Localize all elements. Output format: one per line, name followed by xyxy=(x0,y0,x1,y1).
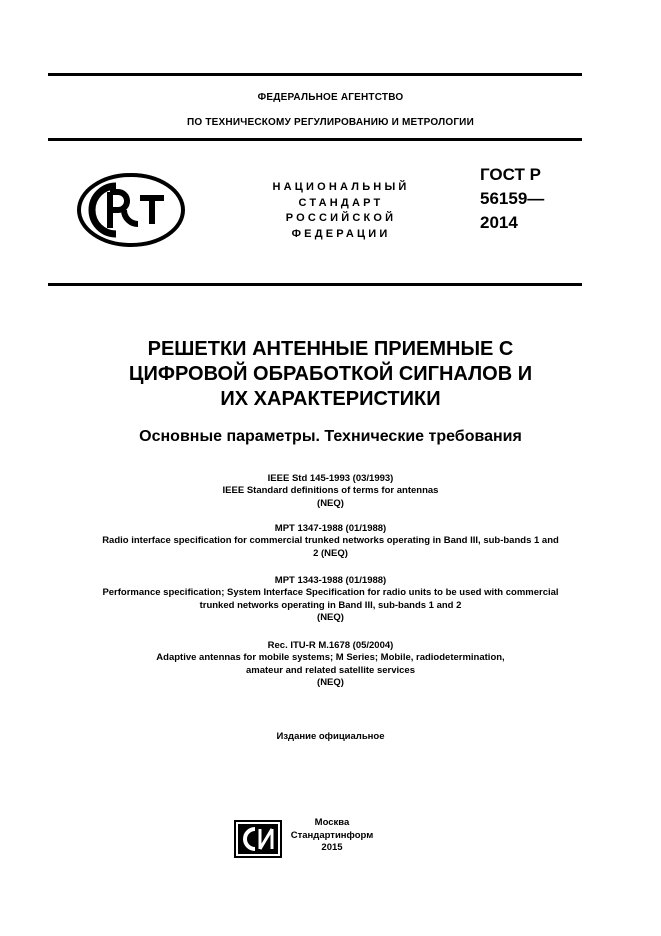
reference-block-4 xyxy=(20,640,641,689)
reference-block-2 xyxy=(20,523,641,560)
official-edition-label: Издание официальное xyxy=(276,731,385,742)
reference-block-3 xyxy=(20,575,641,624)
reference-2-line-1: MPT 1347-1988 (01/1988) xyxy=(274,523,387,534)
designation-line-2: 56159— xyxy=(480,189,545,208)
agency-line-2: ПО ТЕХНИЧЕСКОМУ РЕГУЛИРОВАНИЮ И МЕТРОЛОГИИ xyxy=(187,117,474,128)
designation-line-3: 2014 xyxy=(480,213,518,232)
reference-4-line-1: Rec. ITU-R M.1678 (05/2004) xyxy=(267,640,394,651)
standard-designation xyxy=(480,163,544,235)
publisher-year: 2015 xyxy=(321,842,343,853)
publisher-name: Стандартинформ xyxy=(290,829,374,841)
national-standard-line-1: НАЦИОНАЛЬНЫЙ xyxy=(272,181,410,193)
title-line-2: ЦИФРОВОЙ ОБРАБОТКОЙ СИГНАЛОВ И xyxy=(128,363,533,385)
title-line-3: ИХ ХАРАКТЕРИСТИКИ xyxy=(220,388,441,410)
national-standard-line-2: СТАНДАРТ xyxy=(298,196,384,209)
national-standard-line-3: РОССИЙСКОЙ xyxy=(285,212,397,224)
header-rule xyxy=(48,138,582,141)
reference-3-line-3: trunked networks operating in Band III, sub-bands 1 and 2 xyxy=(199,599,462,611)
reference-4-line-4: (NEQ) xyxy=(317,676,344,688)
reference-4-line-2: Adaptive antennas for mobile systems; M Series; Mobile, radiodetermination, xyxy=(156,652,505,664)
agency-line-1: ФЕДЕРАЛЬНОЕ АГЕНТСТВО xyxy=(257,92,404,103)
reference-3-line-1: MPT 1343-1988 (01/1988) xyxy=(274,575,387,586)
national-standard-block xyxy=(250,180,432,242)
designation-line-1: ГОСТ Р xyxy=(480,165,541,184)
title-rule xyxy=(48,283,582,286)
top-rule xyxy=(48,73,582,76)
reference-block-1 xyxy=(20,473,641,510)
reference-3-line-2: Performance specification; System Interface Specification for radio units to be used with commercial xyxy=(102,587,559,599)
reference-2-line-2: Radio interface specification for commercial trunked networks operating in Band III, sub-bands 1 and xyxy=(102,535,559,547)
reference-3-line-4: (NEQ) xyxy=(317,611,344,623)
reference-1-line-3: (NEQ) xyxy=(317,497,344,509)
reference-1-line-2: IEEE Standard definitions of terms for antennas xyxy=(222,485,439,497)
document-title xyxy=(60,337,601,412)
publisher-block xyxy=(282,817,382,855)
rst-conformity-mark-icon xyxy=(76,172,186,248)
title-line-1: РЕШЕТКИ АНТЕННЫЕ ПРИЕМНЫЕ С xyxy=(147,338,514,360)
reference-2-line-3: 2 (NEQ) xyxy=(313,547,348,559)
reference-4-line-3: amateur and related satellite services xyxy=(246,664,415,676)
publisher-city: Москва xyxy=(314,817,350,828)
standartinform-logo-icon xyxy=(233,819,283,859)
reference-1-line-1: IEEE Std 145-1993 (03/1993) xyxy=(267,473,394,484)
national-standard-line-4: ФЕДЕРАЦИИ xyxy=(291,227,391,240)
document-subtitle: Основные параметры. Технические требования xyxy=(139,428,522,445)
